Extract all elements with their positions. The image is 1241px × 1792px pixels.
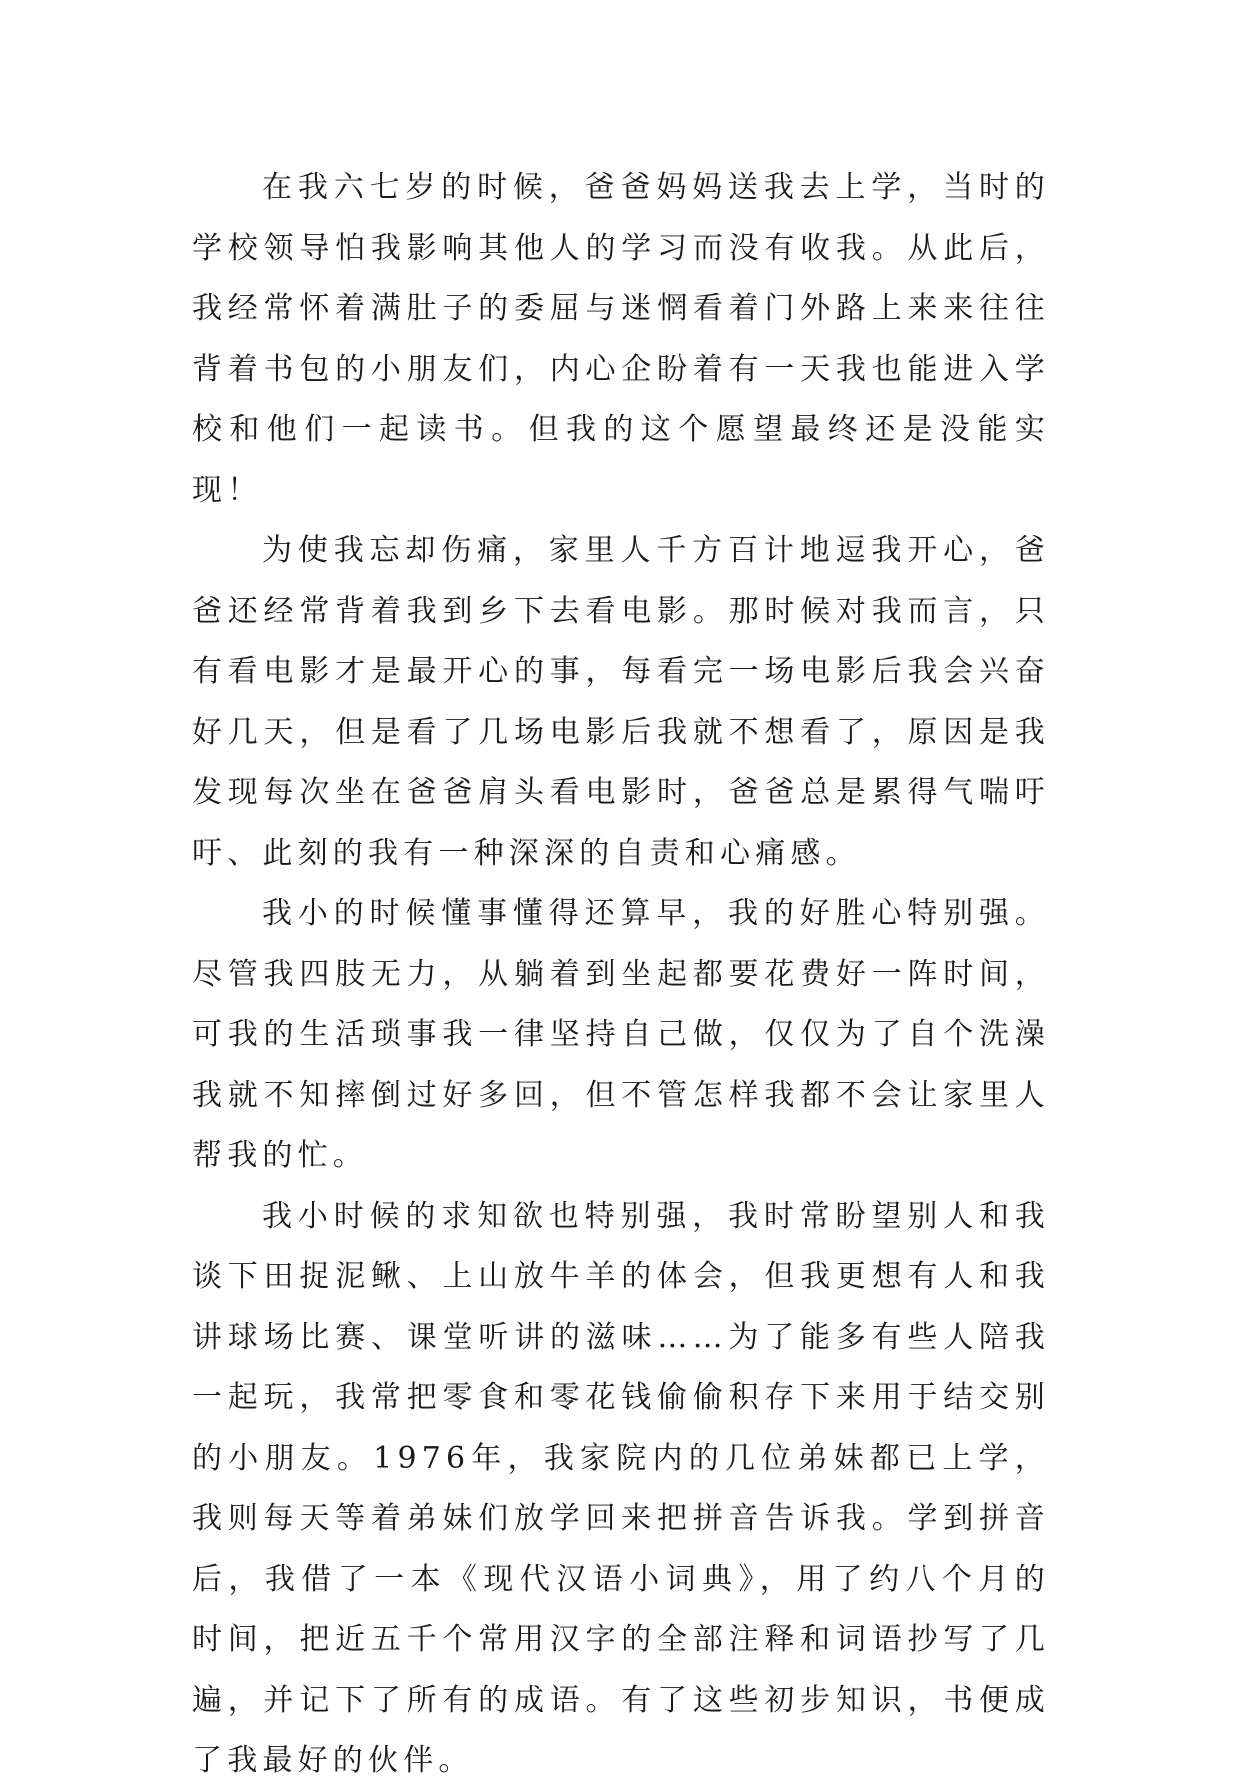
paragraph-4: 我小时候的求知欲也特别强，我时常盼望别人和我谈下田捉泥鳅、上山放牛羊的体会，但我更想有人和我讲球场比赛、课堂听讲的滋味……为了能多有些人陪我一起玩，我常把零食和零花钱偷偷积存下来用于结交别的小朋友。1976年，我家院内的几位弟妹都已上学，我则每天等着弟妹们放学回来把拼音告诉我。学到拼音后，我借了一本《现代汉语小词典》，用了约八个月的时间，把近五千个常用汉字的全部注释和词语抄写了几遍，并记下了所有的成语。有了这些初步知识，书便成了我最好的伙伴。 xyxy=(192,1198,1050,1778)
document-body xyxy=(192,158,1050,1792)
paragraph-1: 在我六七岁的时候，爸爸妈妈送我去上学，当时的学校领导怕我影响其他人的学习而没有收我。从此后，我经常怀着满肚子的委屈与迷惘看着门外路上来来往往背着书包的小朋友们，内心企盼着有一天我也能进入学校和他们一起读书。但我的这个愿望最终还是没能实现！ xyxy=(192,170,1050,508)
paragraph-2: 为使我忘却伤痛，家里人千方百计地逗我开心，爸爸还经常背着我到乡下去看电影。那时候对我而言，只有看电影才是最开心的事，每看完一场电影后我会兴奋好几天，但是看了几场电影后我就不想看了，原因是我发现每次坐在爸爸肩头看电影时，爸爸总是累得气喘吁吁、此刻的我有一种深深的自责和心痛感。 xyxy=(192,533,1050,871)
paragraph-3: 我小的时候懂事懂得还算早，我的好胜心特别强。尽管我四肢无力，从躺着到坐起都要花费好一阵时间，可我的生活琐事我一律坚持自己做，仅仅为了自个洗澡我就不知摔倒过好多回，但不管怎样我都不会让家里人帮我的忙。 xyxy=(192,896,1050,1173)
